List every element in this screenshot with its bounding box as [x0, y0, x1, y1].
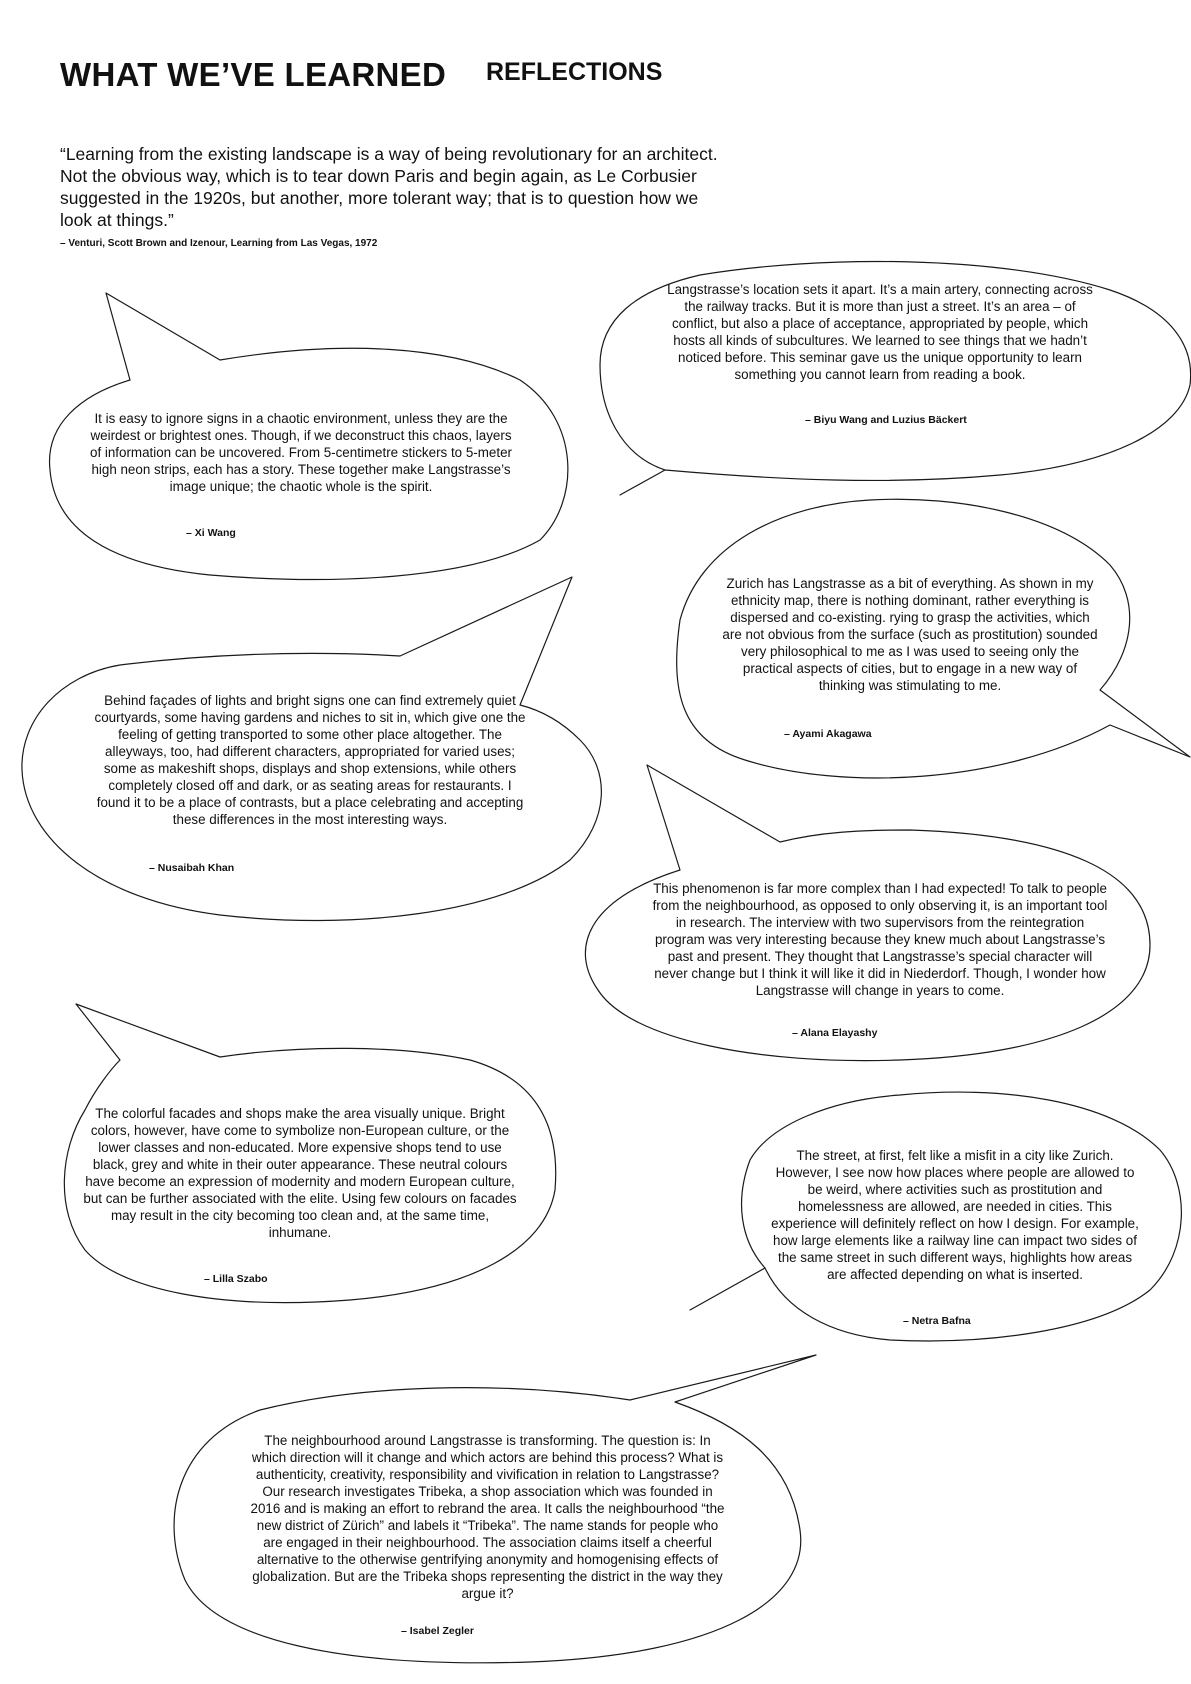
reflection-author-biyu-wang: – Biyu Wang and Luzius Bäckert: [805, 414, 967, 426]
reflection-author-ayami-akagawa: – Ayami Akagawa: [784, 728, 872, 740]
reflection-author-isabel-zegler: – Isabel Zegler: [401, 1625, 474, 1637]
reflection-text-xi-wang: It is easy to ignore signs in a chaotic environment, unless they are the weirdest or brightest ones. Though, if we deconstruct this chaos, layers of information can be uncovered. From 5-centimetre stickers to 5-meter high neon strips, each has a story. These together make Langstrasse’s image unique; the chaotic whole is the spirit.: [90, 411, 512, 494]
reflection-author-alana-elayashy: – Alana Elayashy: [792, 1027, 878, 1039]
reflection-text-lilla-szabo: The colorful facades and shops make the area visually unique. Bright colors, however, have come to symbolize non-European culture, or the lower classes and non-educated. More expensive shops tend to use black, grey and white in their outer appearance. These neutral colours have become an expression of modernity and modern European culture, but can be further associated with the elite. Using few colours on facades may result in the city becoming too clean and, at the same time, inhumane.: [83, 1106, 517, 1240]
page-title: WHAT WE’VE LEARNED: [60, 56, 447, 93]
page-subtitle: REFLECTIONS: [486, 58, 663, 86]
reflection-author-xi-wang: – Xi Wang: [186, 527, 236, 539]
reflection-text-biyu-wang: Langstrasse’s location sets it apart. It’s a main artery, connecting across the railway tracks. But it is more than just a street. It’s an area – of conflict, but also a place of acceptance, appropriated by people, which hosts all kinds of subcultures. We learned to see things that we hadn’t noticed before. This seminar gave us the unique opportunity to learn something you cannot learn from reading a book.: [667, 282, 1093, 382]
reflection-text-alana-elayashy: This phenomenon is far more complex than I had expected! To talk to people from the neighbourhood, as opposed to only observing it, is an important tool in research. The interview with two supervisors from the reintegration program was very interesting because they knew much about Langstrasse’s past and present. They thought that Langstrasse’s special character will never change but I think it will like it did in Niederdorf. Though, I wonder how Langstrasse will change in years to come.: [652, 881, 1108, 998]
reflection-author-nusaibah-khan: – Nusaibah Khan: [149, 862, 235, 874]
reflection-text-isabel-zegler: The neighbourhood around Langstrasse is transforming. The question is: In which direction will it change and which actors are behind this process? What is authenticity, creativity, responsibility and vivification in relation to Langstrasse? Our research investigates Tribeka, a shop association which was founded in 2016 and is making an effort to rebrand the area. It calls the neighbourhood “the new district of Zürich” and labels it “Tribeka”. The name stands for people who are engaged in their neighbourhood. The association claims itself a cheerful alternative to the otherwise gentrifying anonymity and homogenising effects of globalization. But are the Tribeka shops representing the district in the way they argue it?: [250, 1433, 725, 1601]
epigraph-quote: “Learning from the existing landscape is a way of being revolutionary for an architect. Not the obvious way, which is to tear down Paris and begin again, as Le Corbusier suggested in the 1920s, but another, more tolerant way; that is to question how we look at things.”: [60, 144, 718, 230]
reflection-text-netra-bafna: The street, at first, felt like a misfit in a city like Zurich. However, I see now how places where people are allowed to be weird, where activities such as prostitution and homelessness are allowed, are needed in cities. This experience will definitely reflect on how I design. For example, how large elements like a railway line can impact two sides of the same street in such different ways, highlights how areas are affected depending on what is inserted.: [771, 1148, 1139, 1282]
reflection-text-ayami-akagawa: Zurich has Langstrasse as a bit of everything. As shown in my ethnicity map, there is nothing dominant, rather everything is dispersed and co-existing. rying to grasp the activities, which are not obvious from the surface (such as prostitution) sounded very philosophical to me as I was used to seeing only the practical aspects of cities, but to engage in a new way of thinking was stimulating to me.: [722, 576, 1098, 693]
reflection-text-nusaibah-khan: Behind façades of lights and bright signs one can find extremely quiet courtyards, some having gardens and niches to sit in, which give one the feeling of getting transported to some other place altogether. The alleyways, too, had different characters, appropriated for varied uses; some as makeshift shops, displays and shop extensions, while others completely closed off and dark, or as seating areas for restaurants. I found it to be a place of contrasts, but a place celebrating and accepting these differences in the most interesting ways.: [94, 693, 526, 827]
reflection-author-netra-bafna: – Netra Bafna: [903, 1315, 971, 1327]
reflection-author-lilla-szabo: – Lilla Szabo: [204, 1273, 268, 1285]
epigraph-source: – Venturi, Scott Brown and Izenour, Learning from Las Vegas, 1972: [60, 238, 378, 249]
